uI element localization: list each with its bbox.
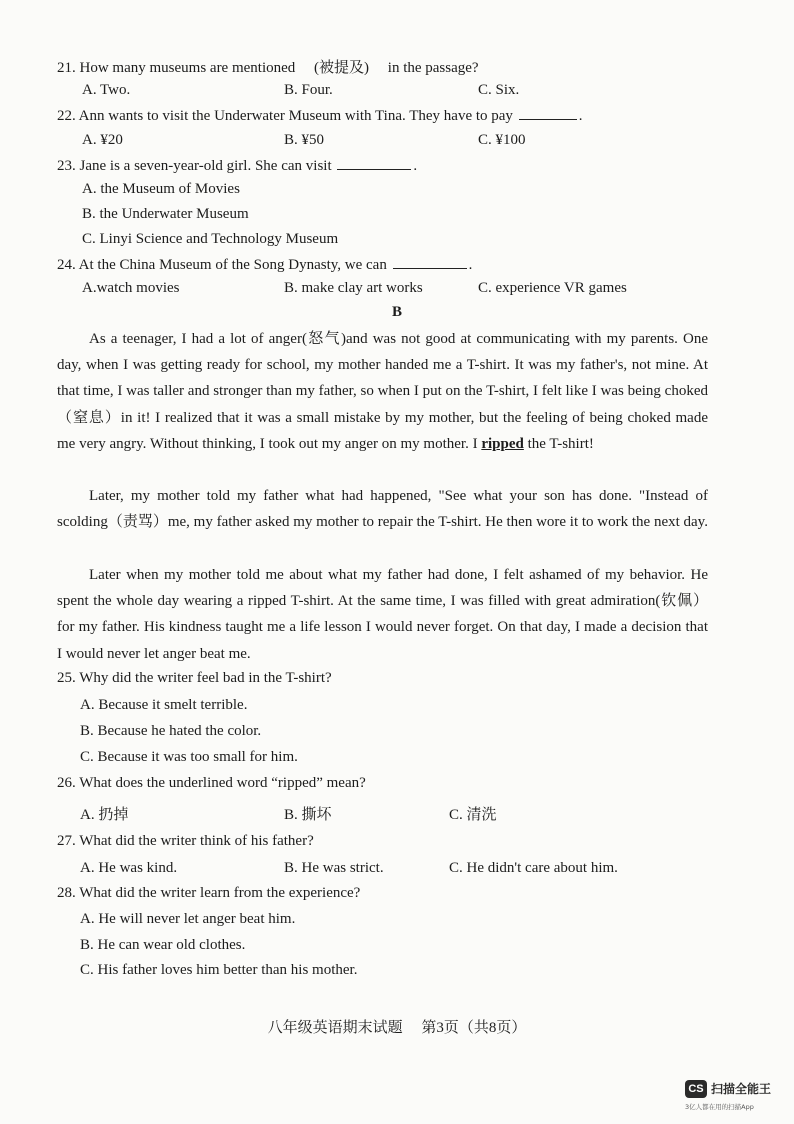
option-25b: B. Because he hated the color.	[80, 723, 262, 739]
question-21: 21. How many museums are mentioned (被提及) in the passage?	[57, 60, 479, 76]
passage-text: As a teenager, I had a lot of anger(怒气)and was not good at communicating with my parents. One day, when I was getting ready for school, my mother handed me a T-shirt. It was my father's, not mine. At that time, I was taller and stronger than my father, so when I put on the T-shirt, I felt like I was being choked（窒息）in it! I realized that it was a small mistake by my mother, but the feeling of being choked made me very angry. Without thinking, I took out my anger on my mother. I	[57, 331, 708, 452]
scanner-watermark	[685, 1080, 794, 1120]
option-25a: A. Because it smelt terrible.	[80, 697, 248, 713]
question-25: 25. Why did the writer feel bad in the T-shirt?	[57, 670, 332, 686]
option-22a: A. ¥20	[82, 132, 123, 148]
question-22-stem: 22. Ann wants to visit the Underwater Museum with Tina. They have to pay	[57, 108, 513, 124]
option-27b: B. He was strict.	[284, 860, 384, 876]
option-28c: C. His father loves him better than his mother.	[80, 962, 358, 978]
option-27a: A. He was kind.	[80, 860, 178, 876]
question-24	[57, 256, 472, 274]
option-24b: B. make clay art works	[284, 280, 423, 296]
option-28b: B. He can wear old clothes.	[80, 937, 246, 953]
option-21a: A. Two.	[82, 82, 131, 98]
option-26c: C. 清洗	[449, 807, 497, 823]
question-23-end: .	[413, 158, 418, 174]
question-23-stem: 23. Jane is a seven-year-old girl. She can visit	[57, 158, 332, 174]
option-21c: C. Six.	[478, 82, 520, 98]
passage-text: the T-shirt!	[523, 435, 594, 452]
option-24a: A.watch movies	[82, 280, 180, 296]
passage-paragraph-3: Later when my mother told me about what my father had done, I felt ashamed of my behavior. He spent the whole day wearing a ripped T-shirt. At the same time, I was filled with great admiration(钦佩）for my father. His kindness taught me a life lesson I would never forget. On that day, I made a decision that I would never let anger beat me.	[57, 567, 708, 662]
passage-paragraph-2: Later, my mother told my father what had happened, "See what your son has done. "Instead of scolding（责骂）me, my father asked my mother to repair the T-shirt. He then wore it to work the next day.	[57, 488, 708, 531]
option-27c: C. He didn't care about him.	[449, 860, 618, 876]
option-25c: C. Because it was too small for him.	[80, 749, 298, 765]
option-26a: A. 扔掉	[80, 807, 129, 823]
option-23b: B. the Underwater Museum	[82, 206, 249, 222]
option-21b: B. Four.	[284, 82, 333, 98]
passage-paragraph-1	[57, 326, 708, 457]
question-23	[57, 157, 417, 175]
underlined-word: ripped	[481, 435, 524, 452]
question-27: 27. What did the writer think of his father?	[57, 833, 314, 849]
question-24-end: .	[468, 257, 473, 273]
scanner-tagline: 3亿人都在用的扫描App	[685, 1103, 754, 1111]
option-28a: A. He will never let anger beat him.	[80, 911, 296, 927]
option-26b: B. 撕坏	[284, 807, 332, 823]
scanner-logo-icon: CS	[685, 1080, 707, 1098]
scanner-app-name: 扫描全能王	[711, 1082, 772, 1096]
question-22-end: .	[578, 108, 583, 124]
answer-blank	[337, 157, 411, 170]
question-24-stem: 24. At the China Museum of the Song Dynasty, we can	[57, 257, 387, 273]
section-heading: B	[391, 304, 402, 320]
option-23c: C. Linyi Science and Technology Museum	[82, 231, 339, 247]
option-24c: C. experience VR games	[478, 280, 627, 296]
answer-blank	[393, 256, 467, 269]
page-footer: 八年级英语期末试题 第3页（共8页）	[267, 1020, 527, 1036]
question-28: 28. What did the writer learn from the experience?	[57, 885, 361, 901]
option-22b: B. ¥50	[284, 132, 325, 148]
option-23a: A. the Museum of Movies	[82, 181, 240, 197]
question-22	[57, 107, 582, 125]
answer-blank	[519, 107, 577, 120]
option-22c: C. ¥100	[478, 132, 526, 148]
question-26: 26. What does the underlined word “ripped” mean?	[57, 775, 366, 791]
